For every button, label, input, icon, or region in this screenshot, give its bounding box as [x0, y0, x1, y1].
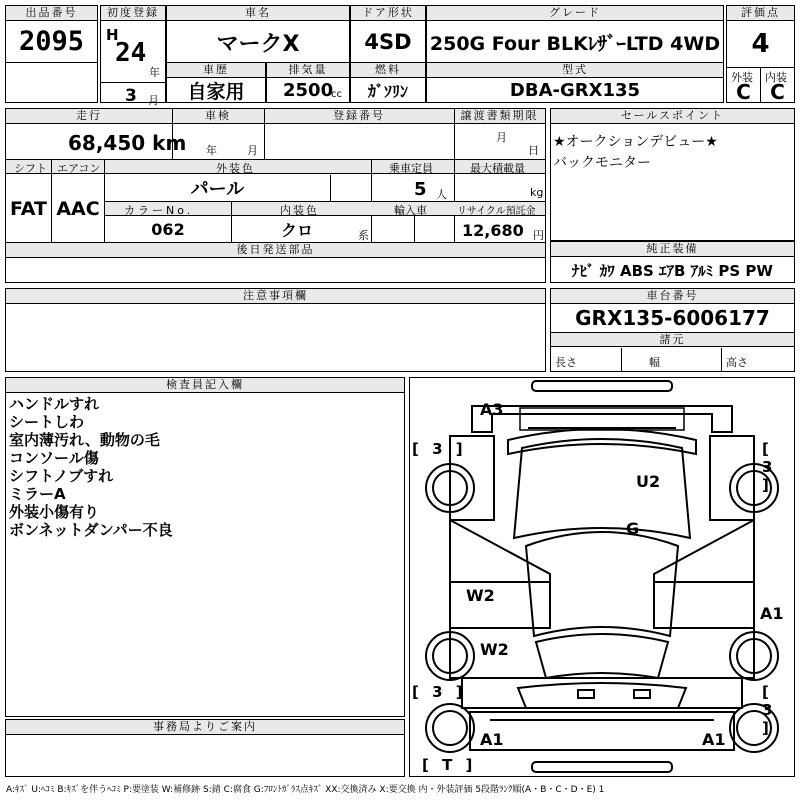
- month-unit: 月: [148, 94, 159, 107]
- score-box: [726, 5, 795, 103]
- era: H: [106, 26, 119, 44]
- detail-block: [5, 108, 546, 283]
- car-diagram-box: [409, 377, 795, 777]
- model: DBA-GRX135: [509, 80, 641, 101]
- width-label: 幅: [649, 356, 660, 369]
- displacement: 2500: [283, 80, 334, 101]
- reg-year: 24: [115, 38, 147, 68]
- int-label: 内装: [765, 71, 787, 84]
- inspector-line: ミラーA: [9, 485, 66, 503]
- fuel-label: 燃料: [351, 63, 425, 78]
- length-label: 長さ: [555, 356, 577, 369]
- transfer-label: 譲渡書類期限: [454, 109, 545, 124]
- mark-w2-rear-door: W2: [466, 586, 495, 605]
- inspector-line: 室内薄汚れ、動物の毛: [9, 431, 160, 449]
- color-no: 062: [151, 220, 185, 239]
- disp-unit: cc: [331, 89, 342, 100]
- score-label: 評価点: [727, 6, 794, 21]
- grade-label: グレード: [427, 6, 723, 21]
- lot-box: [5, 5, 98, 103]
- car-diagram: [410, 378, 794, 776]
- fuel: ｶﾞｿﾘﾝ: [367, 82, 408, 101]
- load-label: 最大積載量: [470, 162, 525, 175]
- mark-g: G: [626, 519, 640, 538]
- sales-point-box: [550, 108, 795, 241]
- car-name: マークX: [216, 31, 300, 57]
- capacity: 5: [414, 179, 427, 200]
- inspector-line: シートしわ: [9, 413, 85, 431]
- height-label: 高さ: [726, 356, 748, 369]
- mileage: 68,450 km: [68, 131, 187, 155]
- fuel-box: [350, 62, 426, 103]
- tire-bracket-br: [ 3 ]: [762, 683, 777, 737]
- inspector-line: ハンドルすれ: [9, 395, 100, 413]
- score: 4: [751, 28, 770, 59]
- grade-box: [426, 5, 724, 63]
- inspection-label: 車検: [172, 109, 264, 124]
- ac: AAC: [56, 197, 100, 220]
- spec-label: 諸元: [551, 332, 794, 347]
- chassis-number: GRX135-6006177: [575, 306, 770, 330]
- tire-bracket-tr: [ 3 ]: [762, 440, 777, 494]
- ac-label: エアコン: [57, 162, 101, 175]
- chassis-box: [550, 288, 795, 372]
- office-box: [5, 719, 405, 777]
- history: 自家用: [187, 81, 245, 103]
- notes-label: 注意事項欄: [6, 289, 545, 304]
- model-label: 型式: [427, 63, 723, 78]
- lot-label: 出品番号: [6, 6, 97, 21]
- mileage-label: 走行: [6, 109, 172, 124]
- car-name-label: 車名: [167, 6, 349, 21]
- door-box: [350, 5, 426, 63]
- office-label: 事務局よりご案内: [6, 720, 404, 735]
- mark-a1-bottom-right: A1: [702, 730, 726, 749]
- sales-line-1: ★オークションデビュー★: [553, 134, 718, 150]
- inspector-line: コンソール傷: [9, 449, 99, 467]
- ext-score: C: [736, 80, 751, 104]
- capacity-unit: 人: [436, 188, 447, 201]
- mark-a1-right: A1: [760, 604, 784, 623]
- capacity-label: 乗車定員: [389, 162, 433, 175]
- door-type: 4SD: [364, 30, 412, 54]
- reg-label: 登録番号: [264, 109, 454, 124]
- first-registration-box: [100, 5, 166, 107]
- import-label: 輸入車: [394, 204, 427, 217]
- later-parts-label: 後日発送部品: [6, 243, 545, 258]
- car-name-box: [166, 5, 350, 63]
- lot-number: 2095: [18, 25, 85, 57]
- shift-label: シフト: [14, 162, 47, 175]
- inspector-box: [5, 377, 405, 717]
- tire-bracket-tl: [ 3 ]: [412, 440, 467, 458]
- history-box: [166, 62, 266, 103]
- insp-year-unit: 年: [206, 144, 217, 157]
- transfer-day-unit: 日: [528, 144, 539, 157]
- load-unit: kg: [530, 186, 544, 199]
- first-reg-label: 初度登録: [101, 6, 165, 21]
- sales-point-label: セールスポイント: [551, 109, 794, 124]
- grade: 250G Four BLKﾚｻﾞｰLTD 4WD: [429, 32, 721, 55]
- history-label: 車歴: [167, 63, 265, 78]
- mark-a1-bottom-left: A1: [480, 730, 504, 749]
- disp-label: 排気量: [267, 63, 349, 78]
- inspector-label: 検査員記入欄: [6, 378, 404, 393]
- inspector-line: ボンネットダンパー不良: [9, 521, 173, 539]
- tire-bracket-t: [ T ]: [422, 756, 477, 774]
- notes-box: [5, 288, 546, 372]
- equipment-label: 純正装備: [551, 242, 794, 257]
- int-color: クロ: [280, 221, 313, 240]
- ext-label: 外装: [731, 71, 753, 84]
- model-box: [426, 62, 724, 103]
- mark-a3: A3: [480, 400, 504, 419]
- transfer-month-unit: 月: [496, 131, 507, 144]
- color-label: 外装色: [216, 162, 255, 175]
- equipment-box: [550, 241, 795, 283]
- int-color-label: 内装色: [280, 204, 319, 217]
- legend: A:ｷｽﾞ U:ﾍｺﾐ B:ｷｽﾞを伴うﾍｺﾐ P:要塗装 W:補修跡 S:錆 C:腐食 G:ﾌﾛﾝﾄｶﾞﾗｽ点ｷｽﾞ XX:交換済み X:要交換 内・外装評価 5段階ﾗﾝｸ順(A・B・C・D・E) 1: [6, 785, 605, 795]
- shift: FAT: [10, 197, 47, 220]
- year-unit: 年: [149, 66, 160, 79]
- inspector-line: シフトノブすれ: [9, 467, 114, 485]
- ext-color: パール: [190, 179, 245, 200]
- insp-month-unit: 月: [247, 144, 258, 157]
- chassis-label: 車台番号: [551, 289, 794, 304]
- mark-u2: U2: [636, 472, 661, 491]
- int-color-unit: 系: [358, 229, 369, 242]
- displacement-box: [266, 62, 350, 103]
- color-no-label: カラーNo.: [124, 204, 194, 217]
- recycle-unit: 円: [533, 229, 544, 242]
- inspector-line: 外装小傷有り: [9, 503, 100, 521]
- int-score: C: [770, 80, 785, 104]
- door-label: ドア形状: [351, 6, 425, 21]
- equipment-items: ﾅﾋﾞ ｶﾜ ABS ｴｱB ｱﾙﾐ PS PW: [572, 261, 773, 280]
- recycle: 12,680: [462, 221, 524, 240]
- reg-month: 3: [125, 86, 137, 106]
- mark-w2-front-door: W2: [480, 640, 509, 659]
- sales-line-2: バックモニター: [553, 155, 651, 171]
- recycle-label: リサイクル預託金: [457, 206, 536, 217]
- tire-bracket-bl: [ 3 ]: [412, 683, 467, 701]
